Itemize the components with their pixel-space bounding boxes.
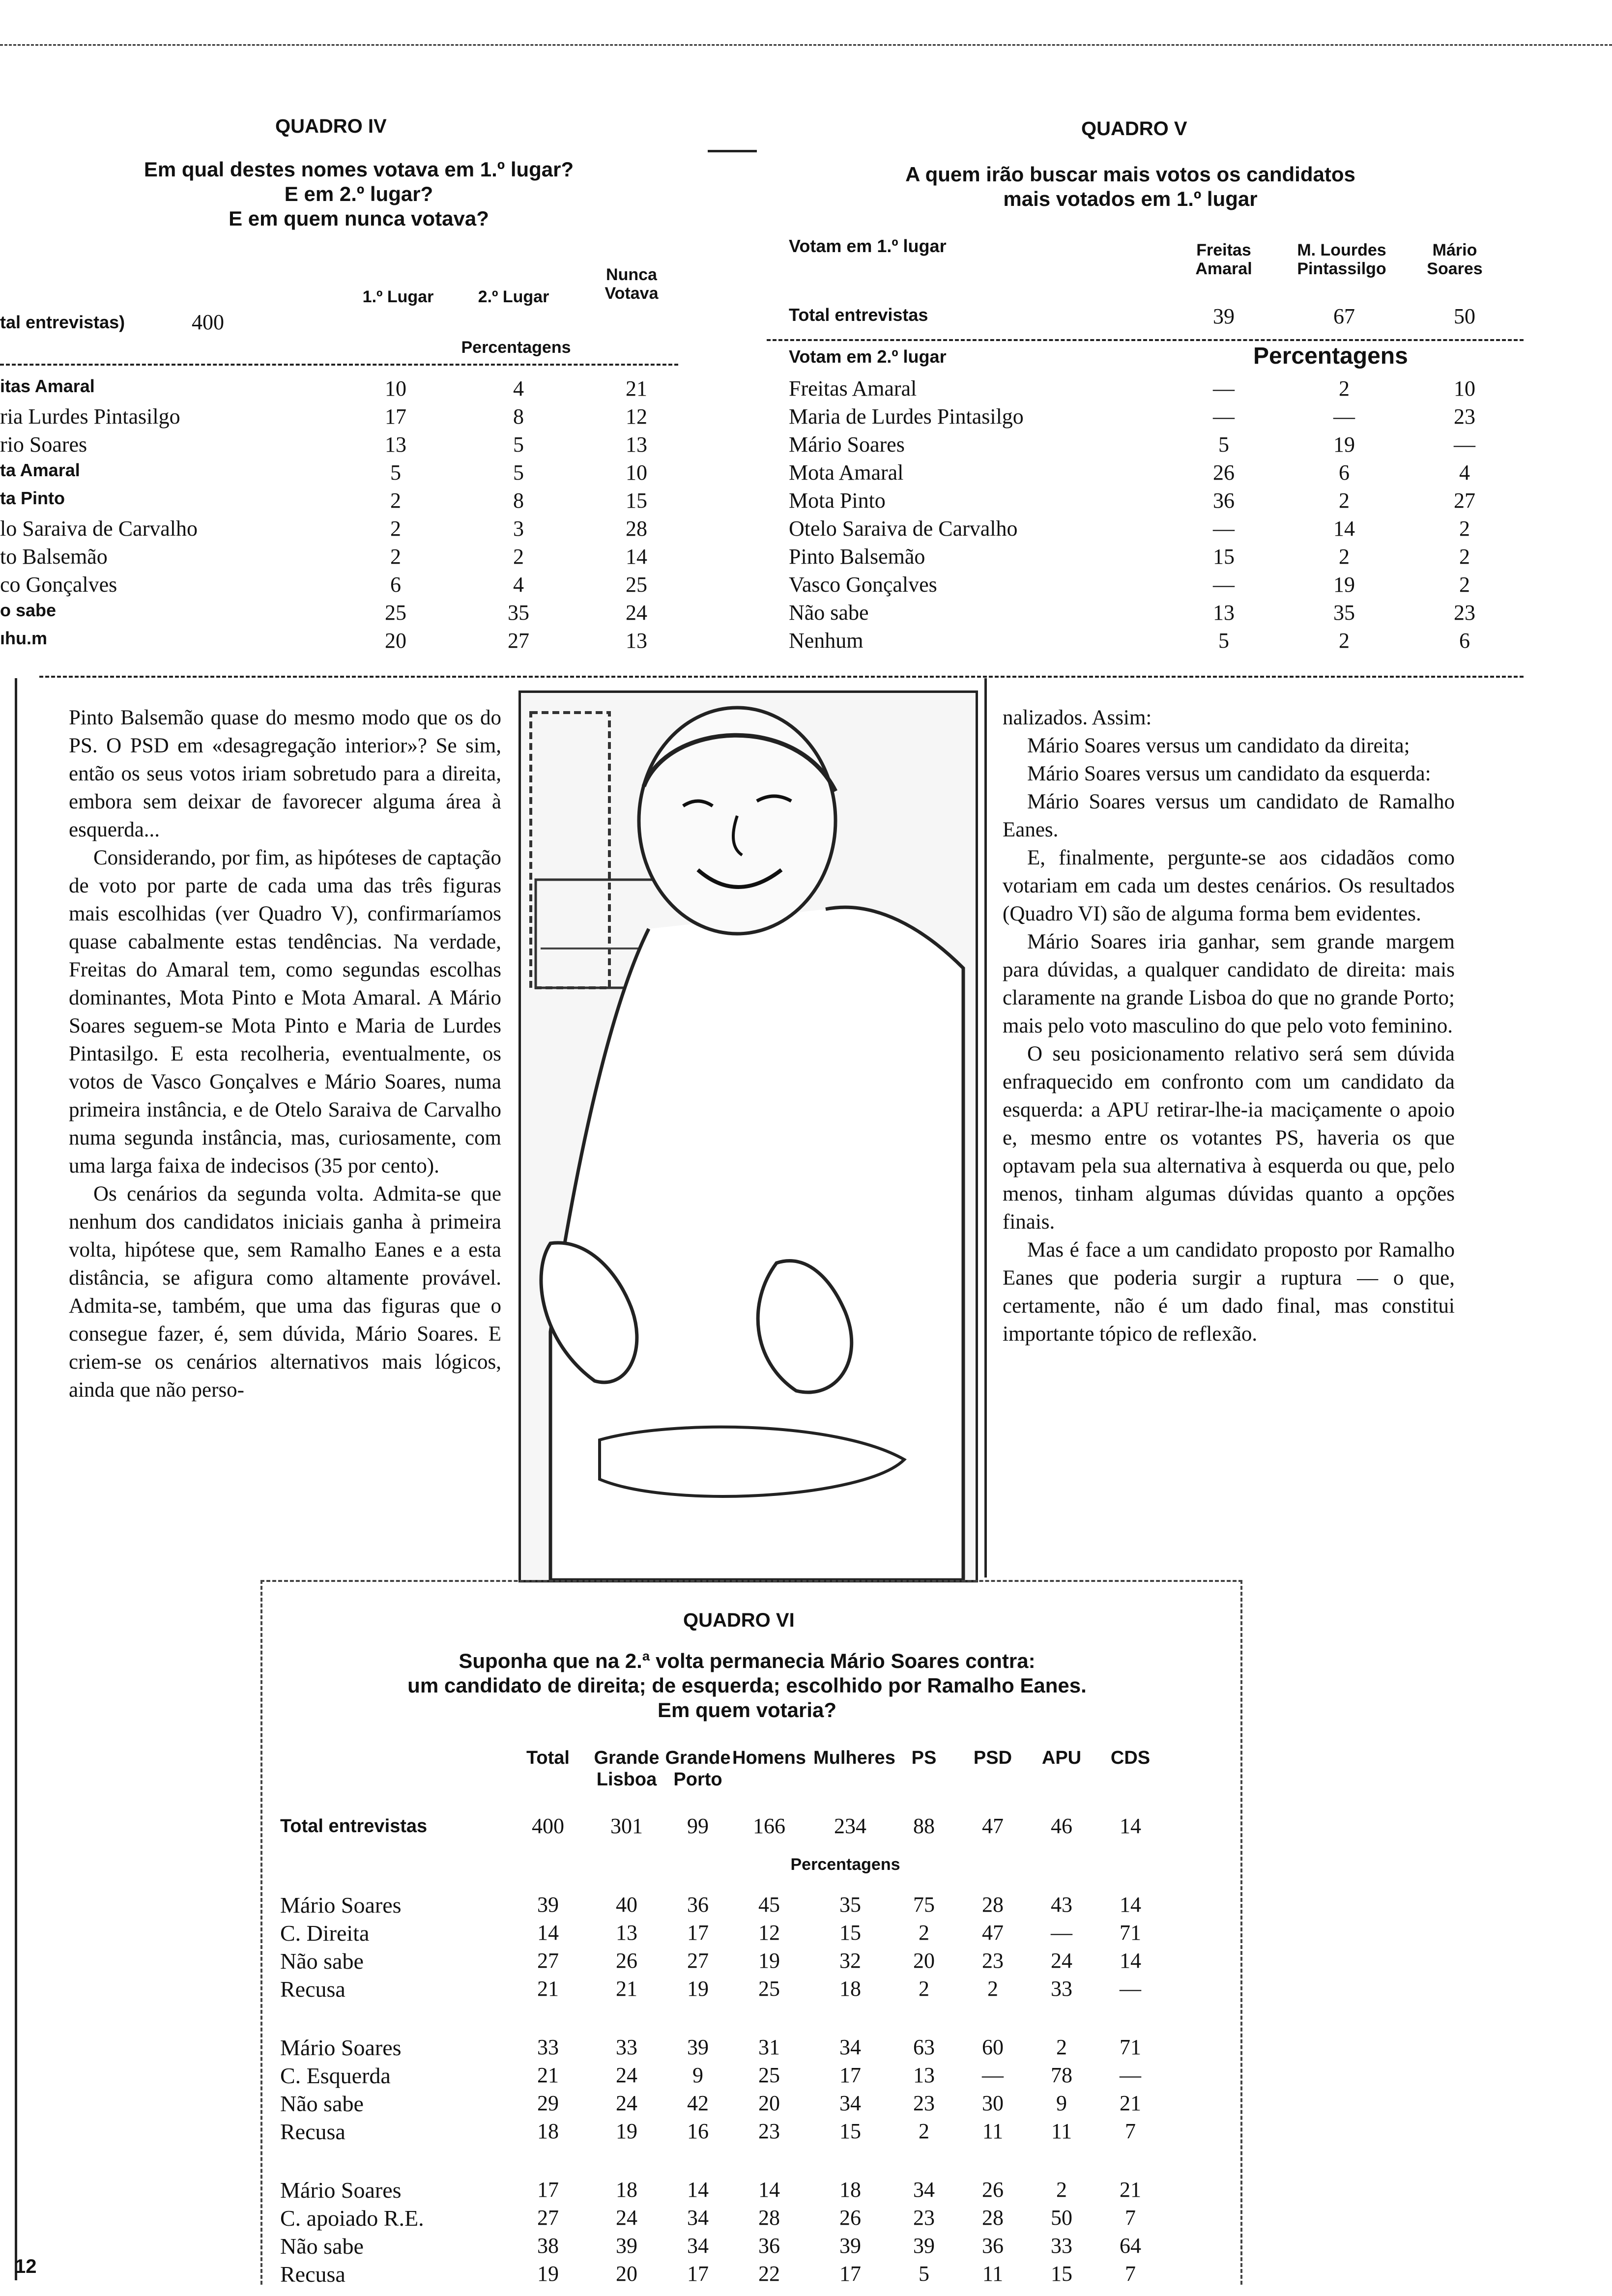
q6-col-header: Grande Lisboa xyxy=(594,1748,660,1790)
article-p1: Pinto Balsemão quase do mesmo modo que os do PS. O PSD em «desagregação interior»? Se sim, então os seus votos iriam sobretudo para a direita, embora sem deixar de favorecer alguma área à esquerda... xyxy=(69,706,501,841)
q6-cell: 43 xyxy=(1051,1893,1072,1917)
q5-cell: 14 xyxy=(1333,517,1355,541)
q5-cell: 2 xyxy=(1459,573,1470,597)
q4-row-label: rio Soares xyxy=(0,432,87,457)
q5-cell: 23 xyxy=(1454,601,1475,625)
q4-cell: 24 xyxy=(626,601,647,625)
q5-cell: 5 xyxy=(1218,432,1229,457)
q6-cell: 32 xyxy=(839,1949,861,1973)
q4-cell: 35 xyxy=(508,601,529,625)
q5-cell: — xyxy=(1333,404,1355,429)
q6-cell: 7 xyxy=(1125,2119,1136,2143)
q5-cell: — xyxy=(1454,432,1475,457)
center-dash xyxy=(708,150,757,152)
q6-cell: 30 xyxy=(982,2091,1004,2115)
q5-cell: 6 xyxy=(1339,460,1350,485)
q6-row-label: Não sabe xyxy=(280,2091,364,2116)
q6-cell: 2 xyxy=(1056,2035,1067,2059)
q6-cell: 26 xyxy=(982,2178,1004,2202)
q4-cell: 10 xyxy=(626,460,647,485)
q6-cell: 16 xyxy=(687,2119,709,2143)
q6-cell: 63 xyxy=(913,2035,935,2059)
q6-cell: 18 xyxy=(616,2178,637,2202)
q6-cell: 64 xyxy=(1120,2234,1141,2258)
article-p11: Mas é face a um candidato proposto por Ramalho Eanes que poderia surgir a ruptura — o que, certamente, não é um dado final, mas constitui importante tópico de reflexão. xyxy=(1003,1238,1455,1346)
q6-cell: 24 xyxy=(616,2063,637,2087)
q6-cell: 17 xyxy=(687,2262,709,2286)
quadro-iv-title: QUADRO IV xyxy=(275,115,387,137)
q6-cell: 36 xyxy=(982,2234,1004,2258)
q5-cell: 15 xyxy=(1213,545,1235,569)
q6-cell: 27 xyxy=(687,1949,709,1973)
q6-cell: 33 xyxy=(616,2035,637,2059)
q6-cell: 5 xyxy=(919,2262,929,2286)
q6-cell: 50 xyxy=(1051,2206,1072,2230)
q5-rule xyxy=(767,339,1524,341)
q6-cell: 60 xyxy=(982,2035,1004,2059)
q6-percent-label: Percentagens xyxy=(790,1855,900,1874)
q6-cell: 21 xyxy=(1120,2091,1141,2115)
q6-cell: 26 xyxy=(616,1949,637,1973)
q5-cell: 19 xyxy=(1333,432,1355,457)
q6-cell: 75 xyxy=(913,1893,935,1917)
q6-cell: 21 xyxy=(616,1977,637,2001)
q6-cell: 27 xyxy=(537,1949,559,1973)
q6-cell: 19 xyxy=(687,1977,709,2001)
q6-cell: 23 xyxy=(758,2119,780,2143)
portrait-illustration xyxy=(521,693,976,1580)
article-col-1 xyxy=(69,704,501,1404)
q5-cell: — xyxy=(1213,404,1235,429)
q6-cell: 15 xyxy=(1051,2262,1072,2286)
q6-col-header: Homens xyxy=(732,1748,806,1768)
q6-cell: 17 xyxy=(537,2178,559,2202)
q6-total-cell: 234 xyxy=(834,1814,866,1838)
q4-cell: 27 xyxy=(508,629,529,653)
q6-cell: 14 xyxy=(537,1921,559,1945)
q6-col-header: CDS xyxy=(1110,1748,1151,1768)
q6-cell: 39 xyxy=(687,2035,709,2059)
article-col-2 xyxy=(1003,704,1455,1348)
left-col-rule xyxy=(15,678,17,2280)
q4-col-1: 1.º Lugar xyxy=(362,287,434,306)
article-p5: Mário Soares versus um candidato da direita; xyxy=(1027,734,1410,757)
q4-cell: 6 xyxy=(390,573,401,597)
q4-cell: 25 xyxy=(385,601,406,625)
q6-cell: 18 xyxy=(537,2119,559,2143)
q6-row-label: Mário Soares xyxy=(280,2178,402,2203)
q4-row-label: ta Amaral xyxy=(0,460,80,480)
q6-cell: 23 xyxy=(913,2091,935,2115)
q6-cell: 19 xyxy=(758,1949,780,1973)
q6-col-header: Total xyxy=(526,1748,570,1768)
q4-cell: 14 xyxy=(626,545,647,569)
quadro-v-title: QUADRO V xyxy=(1081,118,1187,140)
q6-cell: — xyxy=(1120,2063,1141,2087)
q4-cell: 12 xyxy=(626,404,647,429)
q6-cell: 11 xyxy=(1051,2119,1072,2143)
q6-cell: 29 xyxy=(537,2091,559,2115)
q5-cell: 36 xyxy=(1213,488,1235,513)
article-p4: nalizados. Assim: xyxy=(1003,706,1152,729)
q6-row-label: C. Esquerda xyxy=(280,2063,391,2088)
q4-cell: 13 xyxy=(385,432,406,457)
q6-cell: 7 xyxy=(1125,2262,1136,2286)
q6-cell: 17 xyxy=(687,1921,709,1945)
q6-cell: 20 xyxy=(913,1949,935,1973)
q4-cell: 5 xyxy=(390,460,401,485)
q6-cell: 47 xyxy=(982,1921,1004,1945)
q4-row-label: ta Pinto xyxy=(0,488,65,508)
q4-cell: 13 xyxy=(626,432,647,457)
q6-row-label: Não sabe xyxy=(280,1949,364,1974)
q4-cell: 2 xyxy=(390,488,401,513)
quadro-vi-title: QUADRO VI xyxy=(683,1609,795,1631)
q6-cell: — xyxy=(1051,1921,1072,1945)
q6-cell: 23 xyxy=(982,1949,1004,1973)
top-rule xyxy=(0,44,1612,46)
q4-cell: 21 xyxy=(626,376,647,401)
q6-cell: 24 xyxy=(616,2206,637,2230)
q6-cell: 14 xyxy=(758,2178,780,2202)
q6-cell: 39 xyxy=(616,2234,637,2258)
q6-cell: 18 xyxy=(839,2178,861,2202)
q6-cell: 9 xyxy=(1056,2091,1067,2115)
q5-row-label: Mota Pinto xyxy=(789,488,886,513)
article-p6: Mário Soares versus um candidato da esquerda: xyxy=(1027,762,1431,785)
q6-cell: 11 xyxy=(982,2119,1004,2143)
q5-cell: 13 xyxy=(1213,601,1235,625)
q6-cell: 2 xyxy=(919,1977,929,2001)
q4-cell: 5 xyxy=(513,432,524,457)
q6-cell: 17 xyxy=(839,2063,861,2087)
q5-cell: 2 xyxy=(1459,545,1470,569)
q4-row-label: lo Saraiva de Carvalho xyxy=(0,517,198,541)
q6-cell: 35 xyxy=(839,1893,861,1917)
article-p7: Mário Soares versus um candidato de Ramalho Eanes. xyxy=(1003,790,1455,841)
q6-cell: 34 xyxy=(839,2035,861,2059)
q4-cell: 10 xyxy=(385,376,406,401)
q6-cell: 34 xyxy=(687,2234,709,2258)
q6-row-label: Recusa xyxy=(280,2262,345,2287)
q6-total-cell: 47 xyxy=(982,1814,1004,1838)
quadro-v-question: A quem irão buscar mais votos os candidatos mais votados em 1.º lugar xyxy=(905,163,1355,210)
q4-cell: 8 xyxy=(513,488,524,513)
q6-cell: 22 xyxy=(758,2262,780,2286)
q6-col-header: Mulheres xyxy=(813,1748,895,1768)
q5-percent-label: Percentagens xyxy=(1253,343,1408,369)
q6-row-label: Não sabe xyxy=(280,2234,364,2259)
q4-cell: 2 xyxy=(513,545,524,569)
q6-cell: 39 xyxy=(537,1893,559,1917)
q4-cell: 13 xyxy=(626,629,647,653)
q4-row-label: co Gonçalves xyxy=(0,573,117,597)
q6-cell: 71 xyxy=(1120,2035,1141,2059)
q4-total-value: 400 xyxy=(192,310,224,334)
article-p10: O seu posicionamento relativo será sem dúvida enfraquecido em confronto com um candidato da esquerda: a APU retirar-lhe-ia maciçamente o apoio e, mesmo entre os votantes PS, haveria os que optavam pela sua alternativa à esquerda ou que, pelo menos, tinham algumas dúvidas quanto a opções finais. xyxy=(1003,1042,1455,1234)
q5-col-3: Mário Soares xyxy=(1427,241,1483,278)
q6-row-label: C. Direita xyxy=(280,1921,370,1946)
q6-cell: 19 xyxy=(537,2262,559,2286)
q4-percent-label: Percentagens xyxy=(461,338,571,357)
q6-cell: 34 xyxy=(839,2091,861,2115)
q5-cell: 23 xyxy=(1454,404,1475,429)
q4-cell: 25 xyxy=(626,573,647,597)
q6-row-label: Mário Soares xyxy=(280,1893,402,1918)
q5-total-1: 39 xyxy=(1213,304,1235,328)
portrait-photo xyxy=(518,690,978,1582)
q6-cell: 9 xyxy=(692,2063,703,2087)
q4-cell: 4 xyxy=(513,376,524,401)
q5-total-label: Total entrevistas xyxy=(789,305,928,325)
q5-col-2: M. Lourdes Pintassilgo xyxy=(1297,241,1386,278)
article-p2: Considerando, por fim, as hipóteses de captação de voto por parte de cada uma das três figuras mais escolhidas (ver Quadro V), confirmaríamos quase cabalmente estas tendências. Na verdade, Freitas do Amaral tem, como segundas escolhas dominantes, Mota Pinto e Mota Amaral. A Mário Soares seguem-se Mota Pinto e Maria de Lurdes Pintasilgo. E esta recolheria, eventualmente, os votos de Vasco Gonçalves e Mário Soares, numa primeira instância, e de Otelo Saraiva de Carvalho numa segunda instância, mas, curiosamente, com uma larga faixa de indecisos (35 por cento). xyxy=(69,846,501,1177)
q5-total-3: 50 xyxy=(1454,304,1475,328)
q5-cell: 27 xyxy=(1454,488,1475,513)
q4-cell: 20 xyxy=(385,629,406,653)
q6-total-cell: 166 xyxy=(753,1814,785,1838)
q5-cell: 5 xyxy=(1218,629,1229,653)
q5-row-label: Vasco Gonçalves xyxy=(789,573,937,597)
q4-cell: 2 xyxy=(390,517,401,541)
page-number: 12 xyxy=(15,2256,37,2277)
q4-rule xyxy=(0,364,678,366)
q5-cell: 10 xyxy=(1454,376,1475,401)
q6-cell: 39 xyxy=(839,2234,861,2258)
q6-cell: 26 xyxy=(839,2206,861,2230)
quadro-vi-question: Suponha que na 2.ª volta permanecia Mário Soares contra: um candidato de direita; de esquerda; escolhido por Ramalho Eanes. Em quem votaria? xyxy=(407,1649,1087,1722)
q6-cell: 25 xyxy=(758,2063,780,2087)
article-p8: E, finalmente, pergunte-se aos cidadãos como votariam em cada um destes cenários. Os resultados (Quadro VI) são de alguma forma bem evidentes. xyxy=(1003,846,1455,925)
q6-total-cell: 400 xyxy=(532,1814,564,1838)
q4-cell: 28 xyxy=(626,517,647,541)
q5-row-label: Pinto Balsemão xyxy=(789,545,925,569)
q6-total-cell: 88 xyxy=(913,1814,935,1838)
q6-cell: 11 xyxy=(982,2262,1004,2286)
q6-cell: 33 xyxy=(1051,1977,1072,2001)
q6-col-header: PSD xyxy=(973,1748,1012,1768)
q5-cell: — xyxy=(1213,517,1235,541)
q4-total-label: tal entrevistas) xyxy=(0,312,125,332)
q6-cell: 12 xyxy=(758,1921,780,1945)
q6-cell: 21 xyxy=(537,1977,559,2001)
q5-first-label: Votam em 1.º lugar xyxy=(789,236,947,256)
q4-cell: 2 xyxy=(390,545,401,569)
article-p9: Mário Soares iria ganhar, sem grande margem para dúvidas, a qualquer candidato de direita: mais claramente na grande Lisboa do que no grande Porto; mais pelo voto masculino do que pelo voto feminino. xyxy=(1003,930,1455,1037)
q4-col-2: 2.º Lugar xyxy=(478,287,549,306)
q6-cell: 27 xyxy=(537,2206,559,2230)
q6-cell: 78 xyxy=(1051,2063,1072,2087)
right-col-rule xyxy=(984,678,987,1578)
q5-cell: 35 xyxy=(1333,601,1355,625)
q4-row-label: itas Amaral xyxy=(0,376,95,396)
q5-row-label: Freitas Amaral xyxy=(789,376,917,401)
q6-cell: 71 xyxy=(1120,1921,1141,1945)
q6-cell: 31 xyxy=(758,2035,780,2059)
q5-cell: 26 xyxy=(1213,460,1235,485)
q6-cell: 42 xyxy=(687,2091,709,2115)
q5-cell: — xyxy=(1213,376,1235,401)
q6-col-header: Grande Porto xyxy=(665,1748,731,1790)
article-p3: Os cenários da segunda volta. Admita-se que nenhum dos candidatos iniciais ganha à primeira volta, hipótese que, sem Ramalho Eanes e a esta distância, se afigura como altamente provável. Admita-se, também, que uma das figuras que o consegue fazer, é, sem dúvida, Mário Soares. E criem-se os cenários alternativos mais lógicos, ainda que não perso- xyxy=(69,1182,501,1402)
q6-total-cell: 14 xyxy=(1120,1814,1141,1838)
q5-cell: 6 xyxy=(1459,629,1470,653)
q5-row-label: Otelo Saraiva de Carvalho xyxy=(789,517,1018,541)
q6-cell: 34 xyxy=(913,2178,935,2202)
q6-total-cell: 301 xyxy=(610,1814,643,1838)
q6-cell: 45 xyxy=(758,1893,780,1917)
q6-cell: 2 xyxy=(987,1977,998,2001)
q6-cell: 25 xyxy=(758,1977,780,2001)
q5-row-label: Não sabe xyxy=(789,601,869,625)
q6-cell: 2 xyxy=(919,1921,929,1945)
q6-row-label: C. apoiado R.E. xyxy=(280,2206,424,2231)
q6-cell: 14 xyxy=(687,2178,709,2202)
q6-cell: 2 xyxy=(919,2119,929,2143)
q4-cell: 17 xyxy=(385,404,406,429)
q6-cell: — xyxy=(982,2063,1004,2087)
q6-cell: 34 xyxy=(687,2206,709,2230)
q5-cell: 4 xyxy=(1459,460,1470,485)
q6-cell: — xyxy=(1120,1977,1141,2001)
q6-cell: 13 xyxy=(913,2063,935,2087)
q6-cell: 17 xyxy=(839,2262,861,2286)
q6-cell: 20 xyxy=(616,2262,637,2286)
q4-cell: 5 xyxy=(513,460,524,485)
q6-cell: 19 xyxy=(616,2119,637,2143)
q6-cell: 40 xyxy=(616,1893,637,1917)
q6-row-label: Mário Soares xyxy=(280,2035,402,2060)
q6-row-label: Recusa xyxy=(280,1977,345,2002)
q6-cell: 33 xyxy=(1051,2234,1072,2258)
q6-cell: 36 xyxy=(687,1893,709,1917)
q5-cell: — xyxy=(1213,573,1235,597)
q6-cell: 36 xyxy=(758,2234,780,2258)
q5-cell: 2 xyxy=(1339,629,1350,653)
q6-col-header: APU xyxy=(1041,1748,1082,1768)
q5-cell: 2 xyxy=(1339,376,1350,401)
q6-cell: 28 xyxy=(758,2206,780,2230)
q6-cell: 15 xyxy=(839,1921,861,1945)
q6-cell: 14 xyxy=(1120,1893,1141,1917)
q6-cell: 38 xyxy=(537,2234,559,2258)
q6-cell: 13 xyxy=(616,1921,637,1945)
q5-cell: 2 xyxy=(1459,517,1470,541)
q5-second-label: Votam em 2.º lugar xyxy=(789,346,947,367)
q6-cell: 39 xyxy=(913,2234,935,2258)
tables-bottom-rule xyxy=(39,676,1524,678)
q6-cell: 2 xyxy=(1056,2178,1067,2202)
q6-total-label: Total entrevistas xyxy=(280,1816,428,1837)
q4-row-label: ıhu.m xyxy=(0,628,47,648)
q4-cell: 4 xyxy=(513,573,524,597)
q4-cell: 15 xyxy=(626,488,647,513)
q6-cell: 15 xyxy=(839,2119,861,2143)
q6-cell: 21 xyxy=(537,2063,559,2087)
q5-cell: 19 xyxy=(1333,573,1355,597)
q6-total-cell: 46 xyxy=(1051,1814,1072,1838)
q6-total-cell: 99 xyxy=(687,1814,709,1838)
q5-cell: 2 xyxy=(1339,488,1350,513)
q6-cell: 24 xyxy=(616,2091,637,2115)
q6-cell: 20 xyxy=(758,2091,780,2115)
q4-row-label: to Balsemão xyxy=(0,545,108,569)
q5-row-label: Nenhum xyxy=(789,629,864,653)
q6-cell: 21 xyxy=(1120,2178,1141,2202)
q6-cell: 33 xyxy=(537,2035,559,2059)
quadro-iv-question: Em qual destes nomes votava em 1.º lugar? E em 2.º lugar? E em quem nunca votava? xyxy=(144,158,574,230)
q5-row-label: Mota Amaral xyxy=(789,460,904,485)
q5-row-label: Maria de Lurdes Pintasilgo xyxy=(789,404,1024,429)
q4-row-label: ria Lurdes Pintasilgo xyxy=(0,404,180,429)
q5-total-2: 67 xyxy=(1333,304,1355,328)
q4-col-3: Nunca Votava xyxy=(604,265,659,303)
q6-col-header: PS xyxy=(911,1748,937,1768)
q5-row-label: Mário Soares xyxy=(789,432,905,457)
q4-cell: 8 xyxy=(513,404,524,429)
q5-cell: 2 xyxy=(1339,545,1350,569)
q6-cell: 7 xyxy=(1125,2206,1136,2230)
q6-cell: 23 xyxy=(913,2206,935,2230)
q6-cell: 24 xyxy=(1051,1949,1072,1973)
q6-cell: 14 xyxy=(1120,1949,1141,1973)
q4-row-label: o sabe xyxy=(0,600,57,620)
q4-cell: 3 xyxy=(513,517,524,541)
q6-row-label: Recusa xyxy=(280,2119,345,2144)
q6-cell: 18 xyxy=(839,1977,861,2001)
q6-cell: 28 xyxy=(982,2206,1004,2230)
q6-cell: 28 xyxy=(982,1893,1004,1917)
q5-col-1: Freitas Amaral xyxy=(1195,241,1252,278)
